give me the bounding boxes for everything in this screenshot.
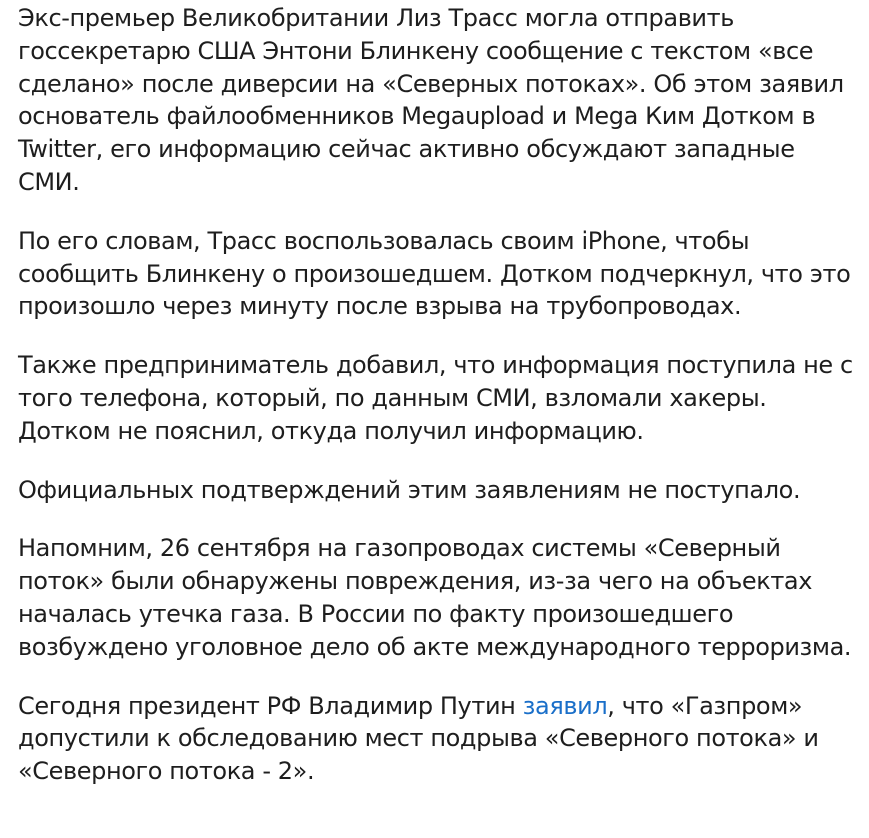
article-paragraph-4: Официальных подтверждений этим заявлениям не поступало. bbox=[18, 475, 801, 504]
article-paragraph-2: По его словам, Трасс воспользовалась своим iPhone, чтобы сообщить Блинкену о произошедшем. Дотком подчеркнул, что это произошло через минуту после взрыва на трубопроводах. bbox=[18, 226, 851, 321]
article-paragraph-5: Напомним, 26 сентября на газопроводах системы «Северный поток» были обнаружены повреждения, из-за чего на объектах началась утечка газа. В России по факту произошедшего возбуждено уголовное дело об акте международного терроризма. bbox=[18, 534, 852, 661]
article-paragraph-3: Также предприниматель добавил, что информация поступила не с того телефона, который, по данным СМИ, взломали хакеры. Дотком не пояснил, откуда получил информацию. bbox=[18, 351, 853, 445]
article-body bbox=[18, 0, 863, 814]
article-paragraph-1: Экс-премьер Великобритании Лиз Трасс могла отправить госсекретарю США Энтони Блинкену сообщение с текстом «все сделано» после диверсии на «Северных потоках». Об этом заявил основатель файлообменников Megaupload и Mega Ким Дотком в Twitter, его информацию сейчас активно обсуждают западные СМИ. bbox=[18, 4, 844, 196]
paragraph-text-before-link: Сегодня президент РФ Владимир Путин bbox=[18, 691, 523, 720]
paragraph-text-after-link: , что «Газпром» допустили к обследованию мест подрыва «Северного потока» и «Северного потока - 2». bbox=[18, 691, 819, 786]
statement-link[interactable]: заявил bbox=[522, 691, 608, 720]
article-paragraph-6 bbox=[18, 690, 863, 788]
